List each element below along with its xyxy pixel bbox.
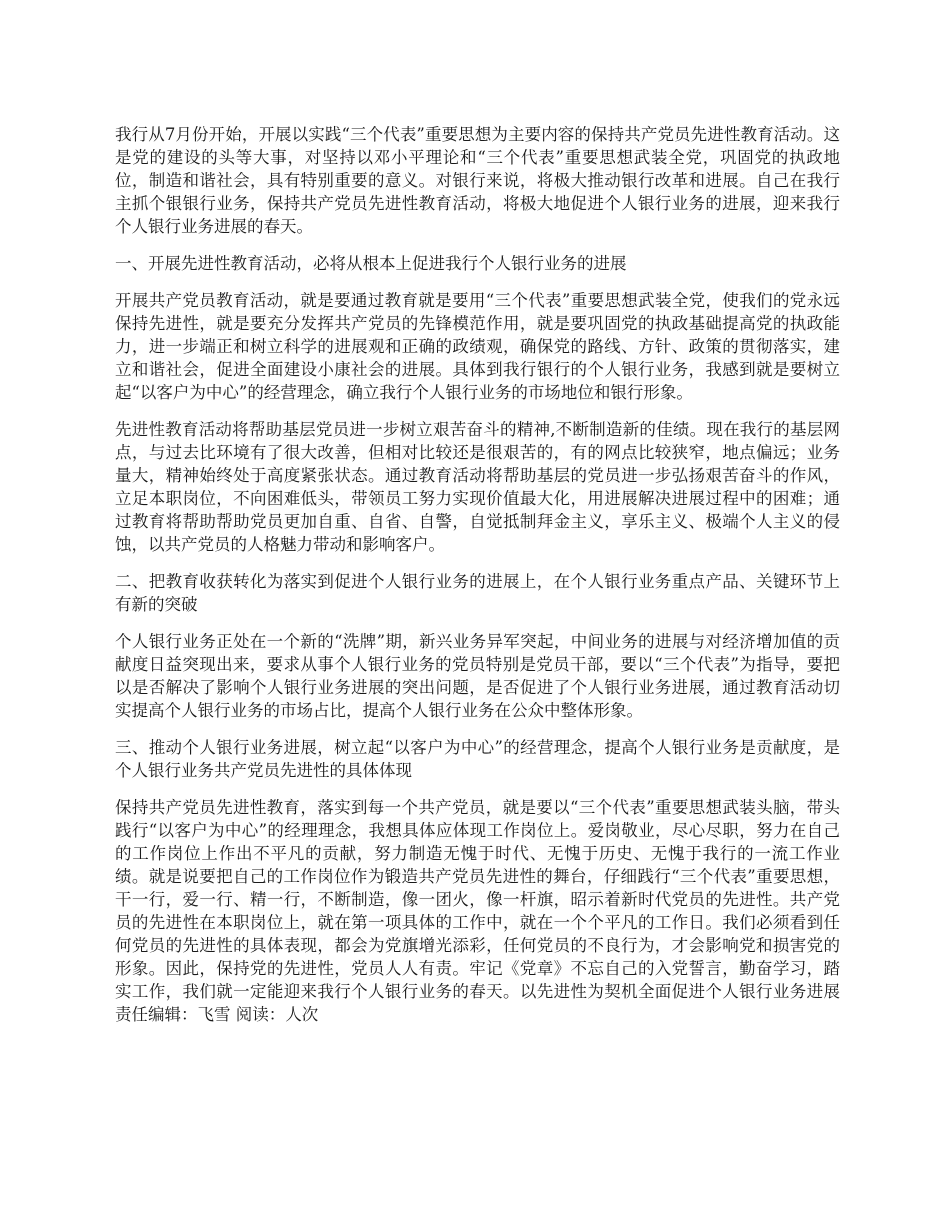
section-heading-3: 三、推动个人银行业务进展，树立起“以客户为中心”的经营理念，提高个人银行业务是贡献度，是个人银行业务共产党员先进性的具体体现 (115, 738, 840, 780)
body-paragraph: 先进性教育活动将帮助基层党员进一步树立艰苦奋斗的精神,不断制造新的佳绩。现在我行的基层网点，与过去比环境有了很大改善，但相对比较还是很艰苦的，有的网点比较狭窄，地点偏远；业务量大，精神始终处于高度紧张状态。通过教育活动将帮助基层的党员进一步弘扬艰苦奋斗的作风，立足本职岗位，不向困难低头，带领员工努力实现价值最大化，用进展解决进展过程中的困难；通过教育将帮助帮助党员更加自重、自省、自警，自觉抵制拜金主义，享乐主义、极端个人主义的侵蚀，以共产党员的人格魅力带动和影响客户。 (115, 420, 840, 554)
section-heading-2: 二、把教育收获转化为落实到促进个人银行业务的进展上，在个人银行业务重点产品、关键环节上有新的突破 (115, 572, 840, 614)
body-paragraph: 开展共产党员教育活动，就是要通过教育就是要用“三个代表”重要思想武装全党，使我们的党永远保持先进性，就是要充分发挥共产党员的先锋模范作用，就是要巩固党的执政基础提高党的执政能力，进一步端正和树立科学的进展观和正确的政绩观，确保党的路线、方针、政策的贯彻落实，建立和谐社会，促进全面建设小康社会的进展。具体到我行银行的个人银行业务，我感到就是要树立起“以客户为中心”的经营理念，确立我行个人银行业务的市场地位和银行形象。 (115, 291, 840, 402)
body-paragraph: 个人银行业务正处在一个新的“洗牌”期，新兴业务异军突起，中间业务的进展与对经济增加值的贡献度日益突现出来，要求从事个人银行业务的党员特别是党员干部，要以“三个代表”为指导，要把以是否解决了影响个人银行业务进展的突出问题，是否促进了个人银行业务进展，通过教育活动切实提高个人银行业务的市场占比，提高个人银行业务在公众中整体形象。 (115, 632, 840, 720)
document-body (115, 123, 840, 1040)
closing-paragraph: 保持共产党员先进性教育，落实到每一个共产党员，就是要以“三个代表”重要思想武装头脑，带头践行“以客户为中心”的经理理念，我想具体应体现工作岗位上。爱岗敬业，尽心尽职，努力在自己的工作岗位上作出不平凡的贡献，努力制造无愧于时代、无愧于历史、无愧于我行的一流工作业绩。就是说要把自己的工作岗位作为锻造共产党员先进性的舞台，仔细践行“三个代表”重要思想，干一行，爱一行、精一行，不断制造，像一团火，像一杆旗，昭示着新时代党员的先进性。共产党员的先进性在本职岗位上，就在第一项具体的工作中，就在一个个平凡的工作日。我们必须看到任何党员的先进性的具体表现，都会为党旗增光添彩，任何党员的不良行为，才会影响党和损害党的形象。因此，保持党的先进性，党员人人有责。牢记《党章》不忘自己的入党誓言，勤奋学习，踏实工作，我们就一定能迎来我行个人银行业务的春天。以先进性为契机全面促进个人银行业务进展责任编辑：飞雪 阅读：人次 (115, 798, 840, 1024)
section-heading-1: 一、开展先进性教育活动，必将从根本上促进我行个人银行业务的进展 (115, 254, 627, 273)
intro-paragraph: 我行从7月份开始，开展以实践“三个代表”重要思想为主要内容的保持共产党员先进性教育活动。这是党的建设的头等大事，对坚持以邓小平理论和“三个代表”重要思想武装全党，巩固党的执政地位，制造和谐社会，具有特别重要的意义。对银行来说，将极大推动银行改革和进展。自己在我行主抓个银银行业务，保持共产党员先进性教育活动，将极大地促进个人银行业务的进展，迎来我行个人银行业务进展的春天。 (115, 125, 840, 236)
